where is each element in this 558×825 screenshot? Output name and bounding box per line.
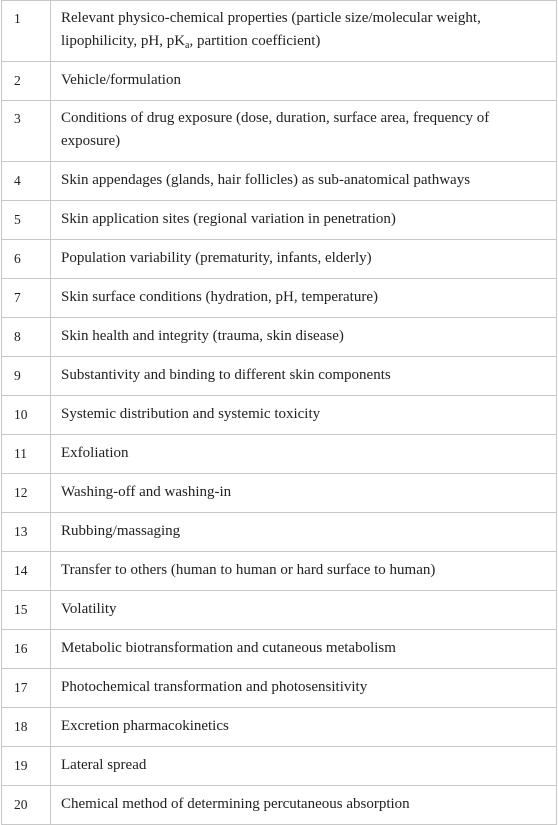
row-number-cell (2, 786, 51, 825)
row-description-cell (51, 240, 557, 279)
row-number: 9 (14, 368, 21, 383)
row-description-cell (51, 201, 557, 240)
table-row (2, 591, 557, 630)
row-number-cell (2, 101, 51, 162)
row-description-text: Relevant physico-chemical properties (particle size/molecular weight, lipophilicity, pH, pK (61, 10, 481, 49)
row-description: Lateral spread (61, 757, 147, 773)
row-description: Vehicle/formulation (61, 72, 181, 88)
row-description: Metabolic biotransformation and cutaneous metabolism (61, 640, 396, 656)
row-description: Population variability (prematurity, infants, elderly) (61, 250, 372, 266)
row-number-cell (2, 669, 51, 708)
row-description: Substantivity and binding to different skin components (61, 367, 391, 383)
row-description: Excretion pharmacokinetics (61, 718, 229, 734)
row-description: Volatility (61, 601, 117, 617)
row-number: 12 (14, 485, 28, 500)
row-description-cell (51, 318, 557, 357)
row-number: 19 (14, 758, 28, 773)
row-number-cell (2, 240, 51, 279)
row-description-cell (51, 786, 557, 825)
row-number: 11 (14, 446, 27, 461)
table-row (2, 101, 557, 162)
table-row (2, 630, 557, 669)
table-row (2, 162, 557, 201)
row-description-cell (51, 62, 557, 101)
row-description-cell (51, 279, 557, 318)
row-number: 3 (14, 111, 21, 126)
row-number: 18 (14, 719, 28, 734)
row-number: 17 (14, 680, 28, 695)
row-description-cell (51, 396, 557, 435)
table-row (2, 747, 557, 786)
row-number-cell (2, 1, 51, 62)
row-description: Exfoliation (61, 445, 129, 461)
row-description-subscript: a (185, 40, 190, 51)
row-description (61, 1, 548, 57)
row-description-cell (51, 669, 557, 708)
row-number: 10 (14, 407, 28, 422)
row-number: 1 (14, 11, 21, 26)
row-number-cell (2, 552, 51, 591)
row-number-cell (2, 708, 51, 747)
row-description-cell (51, 708, 557, 747)
table-row (2, 1, 557, 62)
row-number: 7 (14, 290, 21, 305)
row-number: 2 (14, 73, 21, 88)
row-description: Skin appendages (glands, hair follicles) as sub-anatomical pathways (61, 172, 471, 188)
row-description-cell (51, 552, 557, 591)
row-number-cell (2, 357, 51, 396)
row-number: 13 (14, 524, 28, 539)
table-row (2, 318, 557, 357)
table-row (2, 279, 557, 318)
row-description: Systemic distribution and systemic toxicity (61, 406, 321, 422)
row-description-cell (51, 513, 557, 552)
row-number: 15 (14, 602, 28, 617)
row-number-cell (2, 435, 51, 474)
row-number-cell (2, 474, 51, 513)
row-number-cell (2, 747, 51, 786)
table-row (2, 513, 557, 552)
table-row (2, 201, 557, 240)
row-number: 16 (14, 641, 28, 656)
row-number-cell (2, 591, 51, 630)
table-row (2, 62, 557, 101)
table-row (2, 357, 557, 396)
row-description: Skin health and integrity (trauma, skin disease) (61, 328, 344, 344)
row-number: 4 (14, 173, 21, 188)
table-row (2, 240, 557, 279)
row-number-cell (2, 62, 51, 101)
row-description-cell (51, 747, 557, 786)
table-row (2, 435, 557, 474)
row-description: Rubbing/massaging (61, 523, 181, 539)
factors-table-body (2, 1, 557, 825)
row-number-cell (2, 201, 51, 240)
row-number-cell (2, 396, 51, 435)
table-row (2, 552, 557, 591)
table-row (2, 474, 557, 513)
table-row (2, 786, 557, 825)
row-number-cell (2, 162, 51, 201)
row-description: Skin application sites (regional variation in penetration) (61, 211, 396, 227)
row-description: Chemical method of determining percutaneous absorption (61, 796, 410, 812)
row-description-cell (51, 1, 557, 62)
row-number: 20 (14, 797, 28, 812)
table-row (2, 669, 557, 708)
row-description: Skin surface conditions (hydration, pH, temperature) (61, 289, 378, 305)
row-number: 8 (14, 329, 21, 344)
table-row (2, 708, 557, 747)
row-number-cell (2, 318, 51, 357)
row-description: Washing-off and washing-in (61, 484, 232, 500)
row-number-cell (2, 630, 51, 669)
row-description: Conditions of drug exposure (dose, duration, surface area, frequency of exposure) (61, 110, 490, 149)
row-description-cell (51, 357, 557, 396)
row-description-tail: , partition coefficient) (189, 33, 321, 49)
row-description-cell (51, 101, 557, 162)
row-number: 14 (14, 563, 28, 578)
row-description-cell (51, 435, 557, 474)
row-description-cell (51, 591, 557, 630)
row-number-cell (2, 279, 51, 318)
factors-table (1, 0, 557, 825)
row-description-cell (51, 162, 557, 201)
row-description: Photochemical transformation and photosensitivity (61, 679, 368, 695)
row-number: 6 (14, 251, 21, 266)
row-number: 5 (14, 212, 21, 227)
row-description-cell (51, 630, 557, 669)
table-row (2, 396, 557, 435)
row-description-cell (51, 474, 557, 513)
row-description: Transfer to others (human to human or hard surface to human) (61, 562, 436, 578)
row-number-cell (2, 513, 51, 552)
